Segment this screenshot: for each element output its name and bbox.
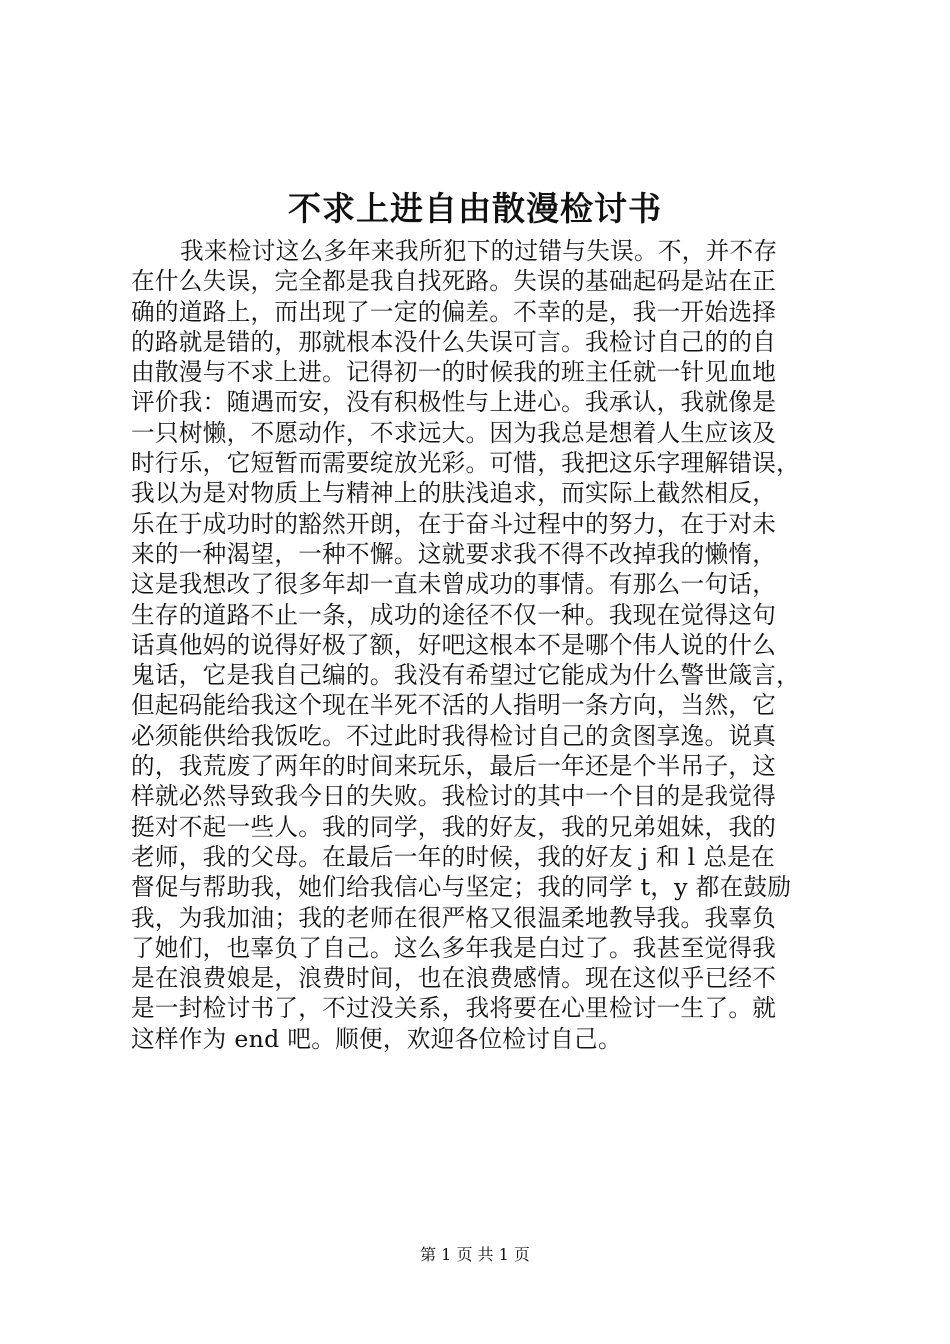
body-line: 督促与帮助我，她们给我信心与坚定；我的同学 t，y 都在鼓励: [131, 873, 792, 902]
body-line: 由散漫与不求上进。记得初一的时候我的班主任就一针见血地: [131, 358, 777, 387]
body-line: 时行乐，它短暂而需要绽放光彩。可惜，我把这乐字理解错误，: [131, 449, 801, 478]
body-line: 样就必然导致我今日的失败。我检讨的其中一个目的是我觉得: [131, 782, 777, 811]
body-line: 挺对不起一些人。我的同学，我的好友，我的兄弟姐妹，我的: [131, 812, 777, 841]
body-line: 必须能供给我饭吃。不过此时我得检讨自己的贪图享逸。说真: [131, 721, 777, 750]
body-line: 生存的道路不止一条，成功的途径不仅一种。我现在觉得这句: [131, 600, 777, 629]
body-line: 我以为是对物质上与精神上的肤浅追求，而实际上截然相反，: [131, 479, 777, 508]
document-title: 不求上进自由散漫检讨书: [288, 189, 662, 228]
body-line: 的，我荒废了两年的时间来玩乐，最后一年还是个半吊子，这: [131, 752, 777, 781]
body-line: 乐在于成功时的豁然开朗，在于奋斗过程中的努力，在于对未: [131, 509, 777, 538]
body-line: 是在浪费娘是，浪费时间，也在浪费感情。现在这似乎已经不: [131, 964, 777, 993]
body-line: 这是我想改了很多年却一直未曾成功的事情。有那么一句话，: [131, 570, 777, 599]
body-line: 在什么失误，完全都是我自找死路。失误的基础起码是站在正: [131, 267, 777, 296]
body-line: 我，为我加油；我的老师在很严格又很温柔地教导我。我辜负: [131, 903, 777, 932]
body-line: 老师，我的父母。在最后一年的时候，我的好友 j 和 l 总是在: [131, 842, 776, 871]
body-line: 一只树懒，不愿动作，不求远大。因为我总是想着人生应该及: [131, 418, 777, 447]
body-line: 话真他妈的说得好极了额，好吧这根本不是哪个伟人说的什么: [131, 630, 777, 659]
body-line: 是一封检讨书了，不过没关系，我将要在心里检讨一生了。就: [131, 994, 777, 1023]
body-line: 确的道路上，而出现了一定的偏差。不幸的是，我一开始选择: [131, 297, 777, 326]
body-line: 了她们，也辜负了自己。这么多年我是白过了。我甚至觉得我: [131, 933, 777, 962]
page-footer: 第 1 页 共 1 页: [420, 1245, 530, 1264]
body-line: 但起码能给我这个现在半死不活的人指明一条方向，当然，它: [131, 691, 777, 720]
body-line: 我来检讨这么多年来我所犯下的过错与失误。不，并不存: [180, 237, 778, 265]
body-line: 鬼话，它是我自己编的。我没有希望过它能成为什么警世箴言，: [131, 661, 801, 690]
document-body: [131, 236, 833, 1054]
body-line: 来的一种渴望，一种不懈。这就要求我不得不改掉我的懒惰，: [131, 539, 777, 568]
body-line: 的路就是错的，那就根本没什么失误可言。我检讨自己的的自: [131, 327, 777, 356]
body-line: 这样作为 end 吧。顺便，欢迎各位检讨自己。: [131, 1024, 622, 1053]
body-line: 评价我：随遇而安，没有积极性与上进心。我承认，我就像是: [131, 388, 777, 417]
